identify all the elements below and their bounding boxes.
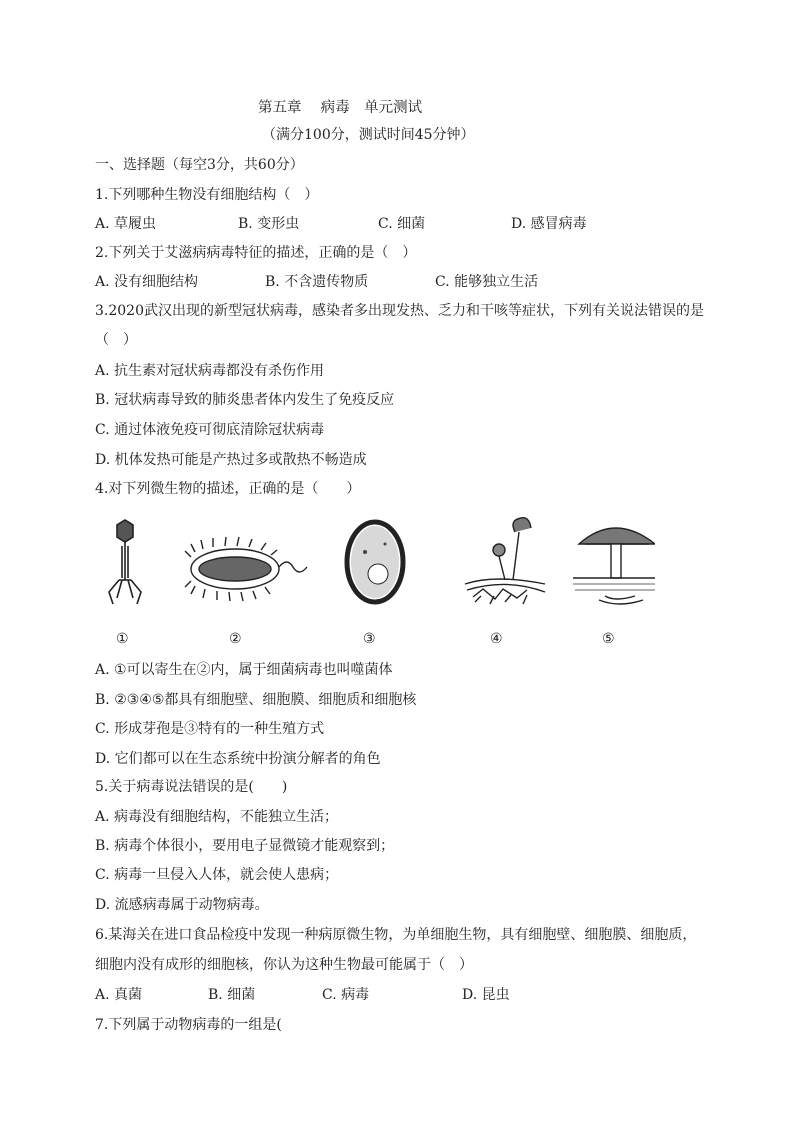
- question-4-option-d: D. 它们都可以在生态系统中扮演分解者的角色: [95, 751, 381, 767]
- bacteriophage-image: [109, 520, 141, 604]
- question-4-option-c: C. 形成芽孢是③特有的一种生殖方式: [95, 721, 325, 737]
- question-2-option-a: A. 没有细胞结构: [95, 274, 199, 290]
- question-2-option-c: C. 能够独立生活: [435, 274, 539, 290]
- question-6-option-a: A. 真菌: [95, 987, 143, 1003]
- page-subtitle: （满分100分，测试时间45分钟）: [262, 127, 475, 143]
- figure-label-4: ④: [490, 631, 503, 647]
- question-1-option-c: C. 细菌: [378, 216, 426, 232]
- mushroom-image: [573, 528, 655, 604]
- question-7-stem: 7.下列属于动物病毒的一组是(: [95, 1017, 282, 1033]
- question-5-option-c: C. 病毒一旦侵入人体，就会使人患病；: [95, 867, 339, 883]
- question-3-stem-cont: （ ）: [95, 332, 137, 348]
- section-heading: 一、选择题（每空3分，共60分）: [95, 157, 304, 173]
- question-6-stem: 6.某海关在进口食品检疫中发现一种病原微生物，为单细胞生物，具有细胞壁、细胞膜、细胞质，: [95, 927, 697, 943]
- question-5-stem: 5.关于病毒说法错误的是( ): [95, 779, 288, 795]
- figure-label-2: ②: [229, 631, 242, 647]
- question-4-option-a: A. ①可以寄生在②内，属于细菌病毒也叫噬菌体: [95, 662, 393, 678]
- question-4-option-b: B. ②③④⑤都具有细胞壁、细胞膜、细胞质和细胞核: [95, 692, 417, 708]
- question-1-stem: 1.下列哪种生物没有细胞结构（ ）: [95, 187, 319, 203]
- figure-label-5: ⑤: [602, 631, 615, 647]
- bacterium-image: [185, 537, 307, 601]
- question-3-option-a: A. 抗生素对冠状病毒都没有杀伤作用: [95, 363, 325, 379]
- microorganism-figure: [95, 512, 655, 662]
- question-3-option-b: B. 冠状病毒导致的肺炎患者体内发生了免疫反应: [95, 392, 395, 408]
- yeast-cell-image: [347, 522, 403, 602]
- figure-label-1: ①: [116, 631, 129, 647]
- question-2-stem: 2.下列关于艾滋病病毒特征的描述，正确的是（ ）: [95, 245, 417, 261]
- question-1-option-a: A. 草履虫: [95, 216, 157, 232]
- question-3-option-c: C. 通过体液免疫可彻底清除冠状病毒: [95, 422, 325, 438]
- page-title: 第五章 病毒 单元测试: [258, 100, 423, 116]
- question-2-option-b: B. 不含遗传物质: [265, 274, 369, 290]
- question-6-option-c: C. 病毒: [322, 987, 370, 1003]
- question-5-option-b: B. 病毒个体很小，要用电子显微镜才能观察到；: [95, 838, 395, 854]
- question-5-option-a: A. 病毒没有细胞结构，不能独立生活；: [95, 809, 339, 825]
- question-6-option-b: B. 细菌: [208, 987, 256, 1003]
- question-5-option-d: D. 流感病毒属于动物病毒。: [95, 897, 269, 913]
- question-3-stem: 3.2020武汉出现的新型冠状病毒，感染者多出现发热、乏力和干咳等症状，下列有关说法错误的是: [95, 303, 704, 319]
- question-1-option-b: B. 变形虫: [238, 216, 300, 232]
- question-4-stem: 4.对下列微生物的描述，正确的是（ ）: [95, 481, 361, 497]
- figure-label-3: ③: [363, 631, 376, 647]
- mold-image: [465, 518, 545, 604]
- question-6-option-d: D. 昆虫: [462, 987, 510, 1003]
- question-1-option-d: D. 感冒病毒: [511, 216, 587, 232]
- question-6-stem-cont: 细胞内没有成形的细胞核，你认为这种生物最可能属于（ ）: [95, 957, 473, 973]
- question-3-option-d: D. 机体发热可能是产热过多或散热不畅造成: [95, 452, 367, 468]
